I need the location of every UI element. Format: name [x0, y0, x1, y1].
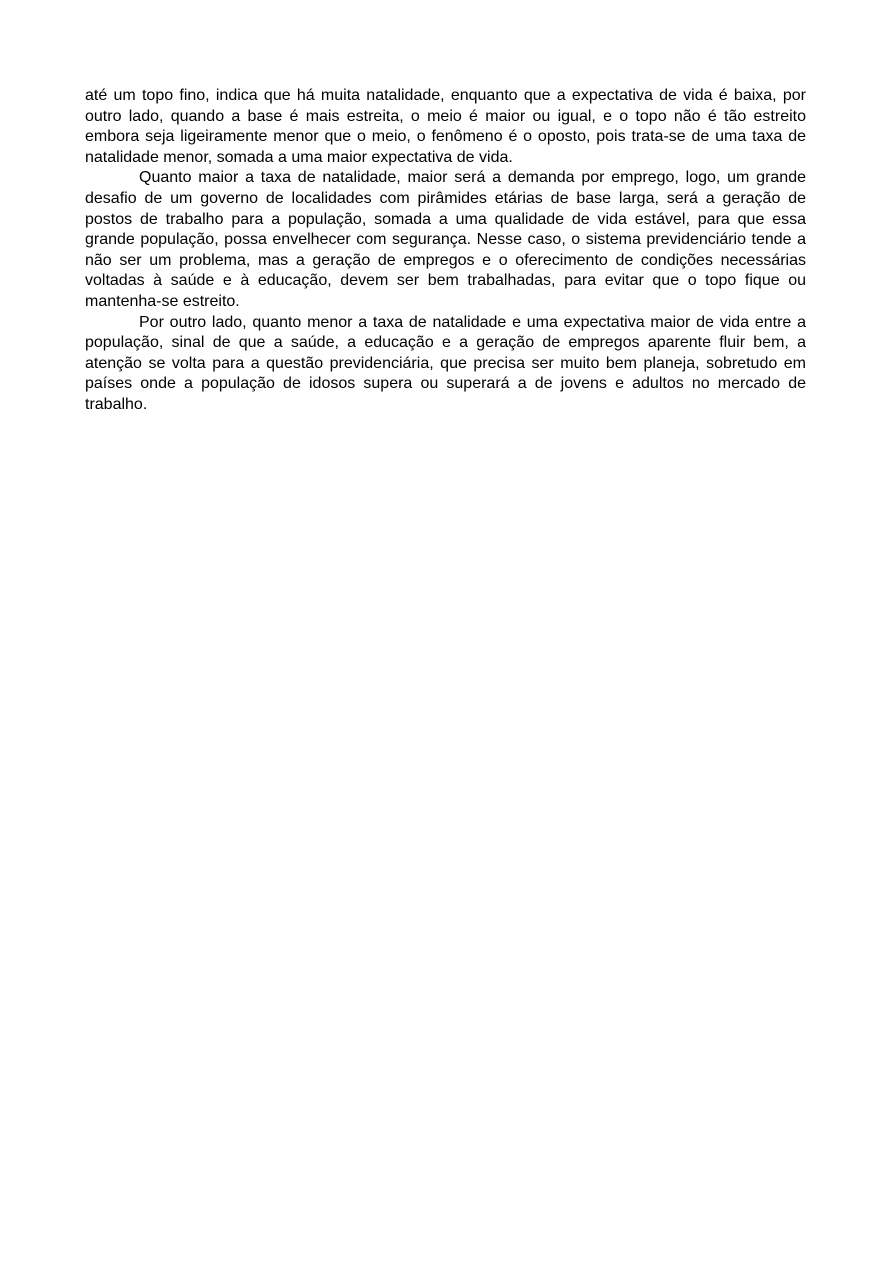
paragraph: até um topo fino, indica que há muita natalidade, enquanto que a expectativa de vida é baixa, por outro lado, quando a base é mais estreita, o meio é maior ou igual, e o topo não é tão estreito embora seja ligeiramente menor que o meio, o fenômeno é o oposto, pois trata-se de uma taxa de natalidade menor, somada a uma maior expectativa de vida. — [85, 87, 806, 166]
paragraph: Quanto maior a taxa de natalidade, maior será a demanda por emprego, logo, um grande desafio de um governo de localidades com pirâmides etárias de base larga, será a geração de postos de trabalho para a população, somada a uma qualidade de vida estável, para que essa grande população, possa envelhecer com segurança. Nesse caso, o sistema previdenciário tende a não ser um problema, mas a geração de empregos e o oferecimento de condições necessárias voltadas à saúde e à educação, devem ser bem trabalhadas, para evitar que o topo fique ou mantenha-se estreito. — [85, 169, 806, 310]
paragraph: Por outro lado, quanto menor a taxa de natalidade e uma expectativa maior de vida entre a população, sinal de que a saúde, a educação e a geração de empregos aparente fluir bem, a atenção se volta para a questão previdenciária, que precisa ser muito bem planeja, sobretudo em países onde a população de idosos supera ou superará a de jovens e adultos no mercado de trabalho. — [85, 313, 806, 413]
body-text — [85, 86, 806, 416]
